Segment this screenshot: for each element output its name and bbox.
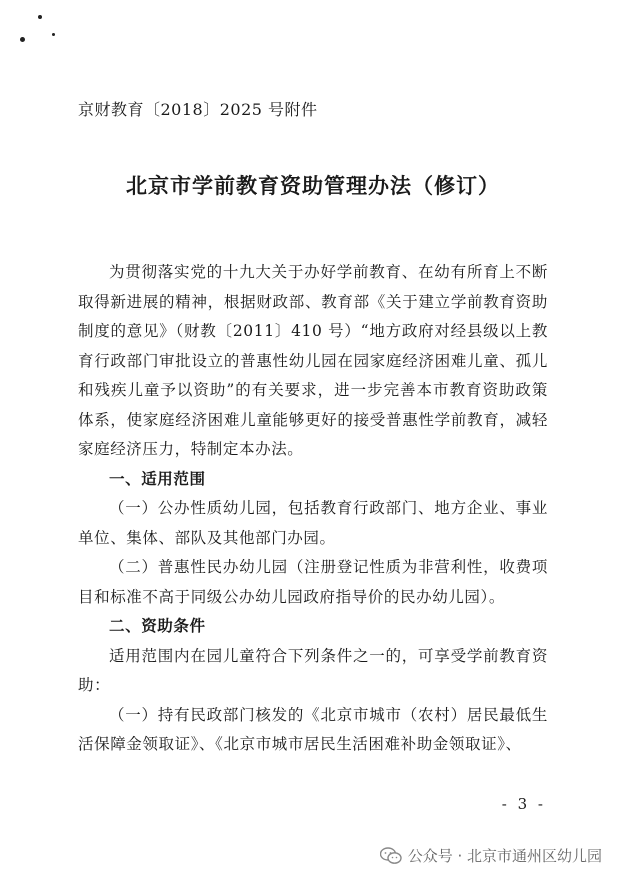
section-heading: 一、适用范围 (109, 469, 206, 488)
scan-speck (38, 15, 42, 19)
page-number: - 3 - (501, 795, 546, 813)
body-paragraph: 为贯彻落实党的十九大关于办好学前教育、在幼有所育上不断取得新进展的精神，根据财政部、教育部《关于建立学前教育资助制度的意见》（财教〔2011〕410 号）“地方政府对经县级以上教育行政部门审批设立的普惠性幼儿园在园家庭经济困难儿童、孤儿和残疾儿童予以资助”的有关要求，进一步完善本市教育资助政策体系，使家庭经济困难儿童能够更好的接受普惠性学前教育，减轻家庭经济压力，特制定本办法。 (78, 263, 548, 458)
body-paragraph: （二）普惠性民办幼儿园（注册登记性质为非营利性，收费项目和标准不高于同级公办幼儿园政府指导价的民办幼儿园）。 (78, 558, 548, 606)
document-body (78, 258, 548, 760)
document-title: 北京市学前教育资助管理办法（修订） (126, 174, 500, 198)
scan-speck (52, 33, 55, 36)
footer-label: 公众号 · 北京市通州区幼儿园 (407, 847, 602, 865)
body-paragraph: （一）公办性质幼儿园，包括教育行政部门、地方企业、事业单位、集体、部队及其他部门办园。 (78, 499, 548, 547)
section-heading: 二、资助条件 (109, 617, 206, 635)
wechat-icon (380, 847, 402, 865)
document-number: 京财教育〔2018〕2025 号附件 (78, 100, 318, 119)
scan-speck (20, 37, 25, 42)
body-paragraph: （一）持有民政部门核发的《北京市城市（农村）居民最低生活保障金领取证》、《北京市城市居民生活困难补助金领取证》、 (78, 705, 548, 753)
body-paragraph: 适用范围内在园儿童符合下列条件之一的，可享受学前教育资助： (78, 646, 548, 694)
wechat-footer (380, 845, 602, 866)
